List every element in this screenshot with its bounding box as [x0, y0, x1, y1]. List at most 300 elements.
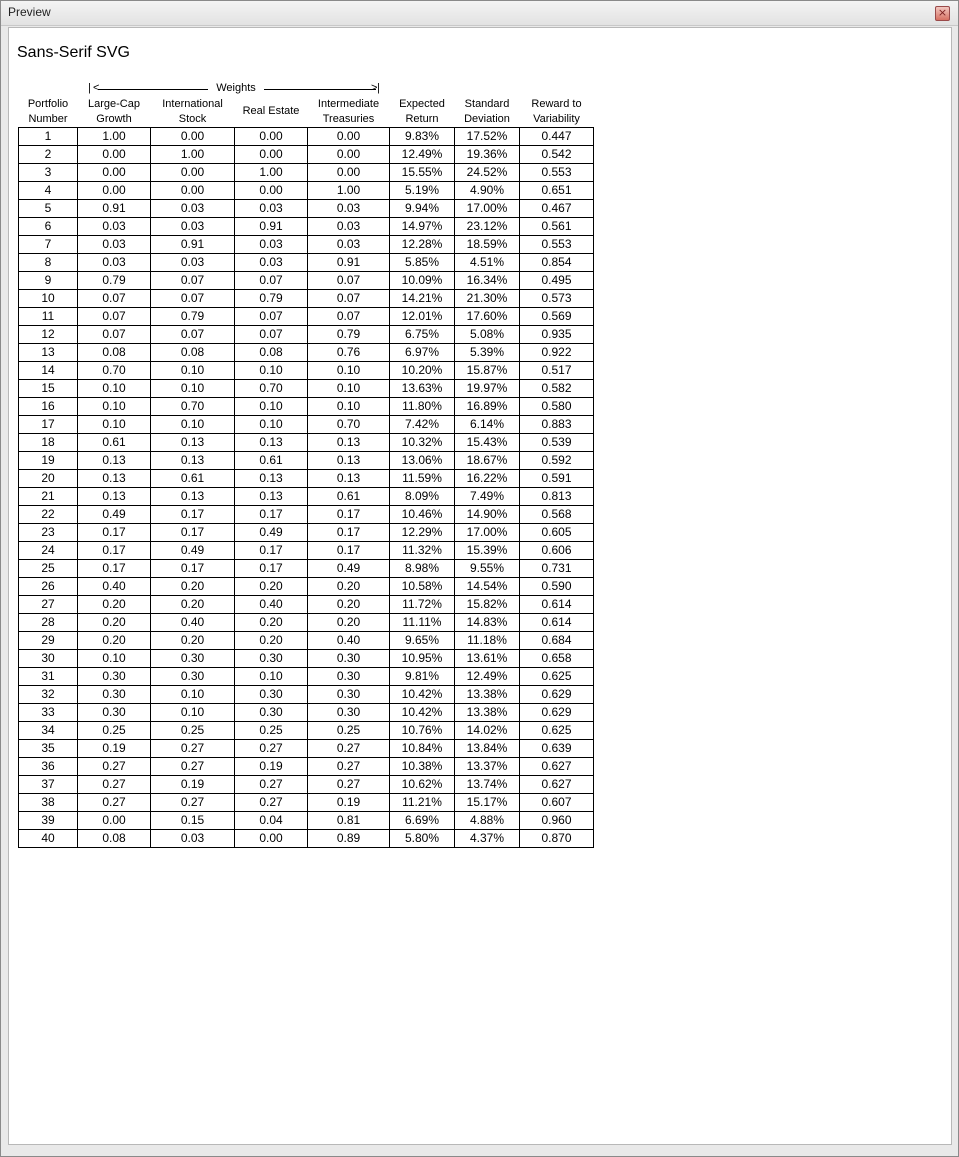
table-cell: 0.20	[308, 578, 390, 596]
table-cell: 0.467	[520, 200, 594, 218]
table-cell: 0.10	[151, 704, 235, 722]
table-cell: 10.38%	[390, 758, 455, 776]
table-cell: 0.30	[78, 704, 151, 722]
table-cell: 0.922	[520, 344, 594, 362]
table-cell: 0.19	[151, 776, 235, 794]
table-cell: 0.00	[151, 182, 235, 200]
table-cell: 5.39%	[455, 344, 520, 362]
table-cell: 0.00	[78, 164, 151, 182]
table-cell: 0.582	[520, 380, 594, 398]
table-cell: 0.07	[235, 272, 308, 290]
table-cell: 0.17	[151, 506, 235, 524]
table-cell: 13.38%	[455, 704, 520, 722]
table-cell: 12	[19, 326, 78, 344]
table-cell: 15.43%	[455, 434, 520, 452]
table-cell: 0.08	[78, 830, 151, 848]
table-cell: 0.20	[78, 614, 151, 632]
table-cell: 0.03	[78, 218, 151, 236]
table-cell: 0.542	[520, 146, 594, 164]
table-cell: 16.22%	[455, 470, 520, 488]
table-cell: 0.17	[78, 542, 151, 560]
title-bar[interactable]	[1, 1, 958, 26]
table-cell: 0.17	[308, 542, 390, 560]
table-cell: 33	[19, 704, 78, 722]
table-cell: 17.60%	[455, 308, 520, 326]
table-cell: 0.91	[151, 236, 235, 254]
table-cell: 0.03	[78, 236, 151, 254]
table-cell: 7.49%	[455, 488, 520, 506]
table-cell: 6.75%	[390, 326, 455, 344]
table-cell: 0.10	[235, 668, 308, 686]
table-cell: 0.17	[151, 524, 235, 542]
table-cell: 13.74%	[455, 776, 520, 794]
table-cell: 0.30	[235, 704, 308, 722]
table-row	[19, 254, 594, 272]
table-cell: 27	[19, 596, 78, 614]
table-cell: 11	[19, 308, 78, 326]
table-cell: 0.627	[520, 776, 594, 794]
table-cell: 0.07	[308, 308, 390, 326]
table-cell: 11.11%	[390, 614, 455, 632]
table-cell: 0.76	[308, 344, 390, 362]
table-row	[19, 218, 594, 236]
close-icon[interactable]: ×	[935, 6, 950, 21]
table-cell: 0.629	[520, 686, 594, 704]
table-cell: 15.17%	[455, 794, 520, 812]
table-cell: 0.30	[78, 686, 151, 704]
table-cell: 0.10	[78, 380, 151, 398]
table-cell: 11.72%	[390, 596, 455, 614]
table-cell: 0.658	[520, 650, 594, 668]
table-row	[19, 326, 594, 344]
table-cell: 16.89%	[455, 398, 520, 416]
table-cell: 0.40	[151, 614, 235, 632]
table-cell: 0.591	[520, 470, 594, 488]
table-cell: 0.00	[78, 182, 151, 200]
table-cell: 38	[19, 794, 78, 812]
table-row	[19, 200, 594, 218]
table-cell: 0.27	[78, 758, 151, 776]
table-cell: 0.13	[308, 470, 390, 488]
table-cell: 3	[19, 164, 78, 182]
table-cell: 14.90%	[455, 506, 520, 524]
weights-header: | < > | Weights	[88, 82, 380, 94]
table-cell: 7	[19, 236, 78, 254]
table-cell: 36	[19, 758, 78, 776]
table-cell: 0.447	[520, 128, 594, 146]
table-cell: 0.651	[520, 182, 594, 200]
table-cell: 0.27	[308, 776, 390, 794]
table-cell: 0.07	[78, 326, 151, 344]
table-cell: 0.20	[151, 632, 235, 650]
table-cell: 0.07	[151, 326, 235, 344]
table-cell: 9.55%	[455, 560, 520, 578]
table-cell: 0.27	[235, 794, 308, 812]
table-cell: 0.883	[520, 416, 594, 434]
table-cell: 0.553	[520, 164, 594, 182]
table-cell: 0.569	[520, 308, 594, 326]
table-cell: 8.98%	[390, 560, 455, 578]
table-cell: 10.42%	[390, 704, 455, 722]
table-cell: 0.03	[78, 254, 151, 272]
table-cell: 28	[19, 614, 78, 632]
table-row	[19, 596, 594, 614]
table-row	[19, 758, 594, 776]
table-cell: 0.00	[235, 182, 308, 200]
table-cell: 0.614	[520, 596, 594, 614]
table-cell: 0.10	[151, 362, 235, 380]
table-cell: 0.15	[151, 812, 235, 830]
table-cell: 0.49	[235, 524, 308, 542]
table-row	[19, 668, 594, 686]
table-cell: 0.13	[78, 452, 151, 470]
table-cell: 1.00	[78, 128, 151, 146]
table-cell: 13.06%	[390, 452, 455, 470]
table-cell: 0.40	[235, 596, 308, 614]
table-cell: 13.38%	[455, 686, 520, 704]
table-cell: 29	[19, 632, 78, 650]
table-cell: 0.13	[78, 488, 151, 506]
header-reward-to-variability: Reward to Variability	[531, 97, 582, 125]
table-cell: 15.87%	[455, 362, 520, 380]
table-cell: 0.27	[151, 794, 235, 812]
table-cell: 24	[19, 542, 78, 560]
table-cell: 2	[19, 146, 78, 164]
table-row	[19, 164, 594, 182]
table-cell: 0.07	[78, 308, 151, 326]
table-row	[19, 830, 594, 848]
table-row	[19, 704, 594, 722]
table-cell: 10.62%	[390, 776, 455, 794]
table-cell: 0.13	[78, 470, 151, 488]
table-cell: 0.10	[151, 686, 235, 704]
table-cell: 15	[19, 380, 78, 398]
table-cell: 0.27	[235, 776, 308, 794]
table-row	[19, 236, 594, 254]
table-cell: 16.34%	[455, 272, 520, 290]
table-cell: 0.17	[235, 506, 308, 524]
table-cell: 0.00	[308, 128, 390, 146]
table-cell: 0.20	[78, 596, 151, 614]
table-body	[19, 128, 594, 848]
table-cell: 6	[19, 218, 78, 236]
header-portfolio-number: Portfolio Number	[27, 97, 69, 125]
table-cell: 12.01%	[390, 308, 455, 326]
table-cell: 0.30	[308, 650, 390, 668]
table-row	[19, 398, 594, 416]
table-cell: 0.27	[78, 794, 151, 812]
table-cell: 0.03	[151, 254, 235, 272]
table-row	[19, 290, 594, 308]
table-cell: 10.58%	[390, 578, 455, 596]
table-cell: 0.00	[151, 128, 235, 146]
table-cell: 0.30	[235, 686, 308, 704]
table-cell: 0.10	[235, 416, 308, 434]
table-cell: 0.30	[308, 704, 390, 722]
table-cell: 0.03	[308, 218, 390, 236]
table-cell: 0.00	[78, 146, 151, 164]
table-row	[19, 650, 594, 668]
table-cell: 0.40	[308, 632, 390, 650]
table-cell: 10.09%	[390, 272, 455, 290]
table-cell: 0.10	[78, 416, 151, 434]
table-cell: 0.07	[235, 326, 308, 344]
table-cell: 0.20	[151, 596, 235, 614]
table-row	[19, 416, 594, 434]
table-cell: 32	[19, 686, 78, 704]
table-row	[19, 470, 594, 488]
table-row	[19, 362, 594, 380]
table-cell: 0.27	[151, 740, 235, 758]
table-cell: 0.17	[78, 560, 151, 578]
table-cell: 0.70	[151, 398, 235, 416]
table-cell: 0.61	[235, 452, 308, 470]
table-cell: 5	[19, 200, 78, 218]
table-cell: 4.37%	[455, 830, 520, 848]
table-cell: 9.94%	[390, 200, 455, 218]
table-row	[19, 128, 594, 146]
table-cell: 0.629	[520, 704, 594, 722]
table-cell: 0.606	[520, 542, 594, 560]
table-cell: 18	[19, 434, 78, 452]
table-cell: 10.95%	[390, 650, 455, 668]
table-cell: 0.07	[78, 290, 151, 308]
table-cell: 10.46%	[390, 506, 455, 524]
table-cell: 23	[19, 524, 78, 542]
table-cell: 31	[19, 668, 78, 686]
table-cell: 0.731	[520, 560, 594, 578]
table-row	[19, 578, 594, 596]
table-cell: 0.17	[78, 524, 151, 542]
table-cell: 0.627	[520, 758, 594, 776]
table-cell: 8	[19, 254, 78, 272]
table-cell: 0.00	[308, 164, 390, 182]
table-cell: 0.625	[520, 722, 594, 740]
table-cell: 22	[19, 506, 78, 524]
table-cell: 0.10	[235, 398, 308, 416]
table-cell: 0.20	[235, 632, 308, 650]
table-cell: 0.17	[235, 560, 308, 578]
table-cell: 4.90%	[455, 182, 520, 200]
table-cell: 0.00	[308, 146, 390, 164]
table-cell: 0.854	[520, 254, 594, 272]
table-cell: 13.37%	[455, 758, 520, 776]
table-cell: 0.10	[308, 380, 390, 398]
table-cell: 15.39%	[455, 542, 520, 560]
table-cell: 1.00	[308, 182, 390, 200]
table-cell: 0.605	[520, 524, 594, 542]
table-cell: 0.13	[308, 452, 390, 470]
table-cell: 17.00%	[455, 524, 520, 542]
table-cell: 5.08%	[455, 326, 520, 344]
table-cell: 0.625	[520, 668, 594, 686]
table-cell: 0.539	[520, 434, 594, 452]
table-cell: 11.32%	[390, 542, 455, 560]
weights-label: Weights	[208, 82, 264, 94]
table-cell: 0.30	[151, 650, 235, 668]
table-cell: 0.03	[235, 200, 308, 218]
table-cell: 0.03	[151, 830, 235, 848]
table-cell: 11.59%	[390, 470, 455, 488]
table-cell: 17.00%	[455, 200, 520, 218]
table-cell: 0.20	[308, 596, 390, 614]
table-cell: 14	[19, 362, 78, 380]
table-cell: 0.25	[235, 722, 308, 740]
table-cell: 35	[19, 740, 78, 758]
table-cell: 0.03	[235, 254, 308, 272]
header-expected-return: Expected Return	[399, 97, 445, 125]
table-cell: 5.85%	[390, 254, 455, 272]
header-intermediate-treasuries: Intermediate Treasuries	[317, 97, 380, 125]
table-cell: 0.79	[308, 326, 390, 344]
table-header-row	[19, 96, 594, 128]
table-cell: 11.80%	[390, 398, 455, 416]
table-cell: 34	[19, 722, 78, 740]
table-cell: 0.79	[235, 290, 308, 308]
table-cell: 0.20	[235, 578, 308, 596]
table-cell: 0.19	[78, 740, 151, 758]
table-cell: 9.81%	[390, 668, 455, 686]
table-cell: 10.20%	[390, 362, 455, 380]
table-cell: 0.19	[235, 758, 308, 776]
table-cell: 0.517	[520, 362, 594, 380]
table-row	[19, 452, 594, 470]
table-cell: 4.88%	[455, 812, 520, 830]
table-cell: 39	[19, 812, 78, 830]
table-cell: 0.70	[235, 380, 308, 398]
table-cell: 1.00	[235, 164, 308, 182]
table-cell: 0.590	[520, 578, 594, 596]
table-cell: 9.65%	[390, 632, 455, 650]
table-cell: 0.568	[520, 506, 594, 524]
table-cell: 10.32%	[390, 434, 455, 452]
table-cell: 0.61	[78, 434, 151, 452]
table-cell: 0.20	[235, 614, 308, 632]
table-row	[19, 740, 594, 758]
table-cell: 0.91	[78, 200, 151, 218]
table-cell: 14.21%	[390, 290, 455, 308]
table-cell: 30	[19, 650, 78, 668]
table-cell: 0.30	[78, 668, 151, 686]
preview-content	[8, 27, 952, 1145]
table-cell: 1	[19, 128, 78, 146]
table-cell: 0.27	[308, 740, 390, 758]
table-cell: 0.07	[308, 272, 390, 290]
header-standard-deviation: Standard Deviation	[464, 97, 510, 125]
table-cell: 0.10	[235, 362, 308, 380]
table-cell: 0.79	[78, 272, 151, 290]
table-cell: 0.614	[520, 614, 594, 632]
table-cell: 15.55%	[390, 164, 455, 182]
table-cell: 19	[19, 452, 78, 470]
table-row	[19, 506, 594, 524]
table-cell: 0.07	[151, 290, 235, 308]
portfolio-table	[18, 96, 594, 848]
table-cell: 0.00	[235, 146, 308, 164]
table-cell: 21.30%	[455, 290, 520, 308]
table-cell: 14.83%	[455, 614, 520, 632]
table-cell: 14.54%	[455, 578, 520, 596]
table-cell: 0.607	[520, 794, 594, 812]
table-cell: 0.27	[78, 776, 151, 794]
table-cell: 0.495	[520, 272, 594, 290]
table-cell: 0.61	[151, 470, 235, 488]
table-cell: 11.18%	[455, 632, 520, 650]
table-cell: 0.89	[308, 830, 390, 848]
table-cell: 0.13	[235, 470, 308, 488]
table-cell: 0.30	[308, 686, 390, 704]
table-cell: 10.76%	[390, 722, 455, 740]
table-cell: 0.91	[235, 218, 308, 236]
table-cell: 4	[19, 182, 78, 200]
table-cell: 0.03	[308, 236, 390, 254]
table-cell: 0.960	[520, 812, 594, 830]
table-cell: 20	[19, 470, 78, 488]
table-cell: 0.79	[151, 308, 235, 326]
table-row	[19, 344, 594, 362]
table-cell: 18.59%	[455, 236, 520, 254]
table-cell: 0.49	[78, 506, 151, 524]
table-cell: 8.09%	[390, 488, 455, 506]
table-cell: 13.63%	[390, 380, 455, 398]
table-cell: 0.49	[308, 560, 390, 578]
table-cell: 0.10	[308, 398, 390, 416]
document-title: Sans-Serif SVG	[17, 44, 130, 61]
table-cell: 17	[19, 416, 78, 434]
table-cell: 0.639	[520, 740, 594, 758]
table-row	[19, 488, 594, 506]
table-cell: 0.592	[520, 452, 594, 470]
table-cell: 23.12%	[455, 218, 520, 236]
table-row	[19, 794, 594, 812]
table-cell: 0.870	[520, 830, 594, 848]
table-cell: 10.42%	[390, 686, 455, 704]
table-cell: 1.00	[151, 146, 235, 164]
table-cell: 0.553	[520, 236, 594, 254]
header-large-cap-growth: Large-Cap Growth	[88, 97, 140, 125]
table-cell: 0.10	[151, 416, 235, 434]
table-cell: 0.00	[235, 830, 308, 848]
table-cell: 0.04	[235, 812, 308, 830]
table-cell: 0.27	[308, 758, 390, 776]
table-cell: 6.69%	[390, 812, 455, 830]
table-cell: 12.49%	[455, 668, 520, 686]
table-cell: 0.27	[151, 758, 235, 776]
table-cell: 0.20	[78, 632, 151, 650]
table-cell: 0.08	[235, 344, 308, 362]
table-cell: 26	[19, 578, 78, 596]
table-cell: 0.573	[520, 290, 594, 308]
table-cell: 14.02%	[455, 722, 520, 740]
table-row	[19, 632, 594, 650]
table-cell: 0.00	[78, 812, 151, 830]
table-row	[19, 182, 594, 200]
table-cell: 0.30	[151, 668, 235, 686]
table-cell: 0.08	[78, 344, 151, 362]
table-cell: 0.08	[151, 344, 235, 362]
table-cell: 0.17	[151, 560, 235, 578]
table-cell: 13	[19, 344, 78, 362]
table-cell: 19.36%	[455, 146, 520, 164]
table-cell: 10.84%	[390, 740, 455, 758]
table-cell: 0.20	[308, 614, 390, 632]
table-cell: 0.03	[151, 200, 235, 218]
table-cell: 0.17	[308, 506, 390, 524]
table-cell: 5.80%	[390, 830, 455, 848]
table-cell: 0.17	[235, 542, 308, 560]
table-cell: 0.40	[78, 578, 151, 596]
table-cell: 15.82%	[455, 596, 520, 614]
